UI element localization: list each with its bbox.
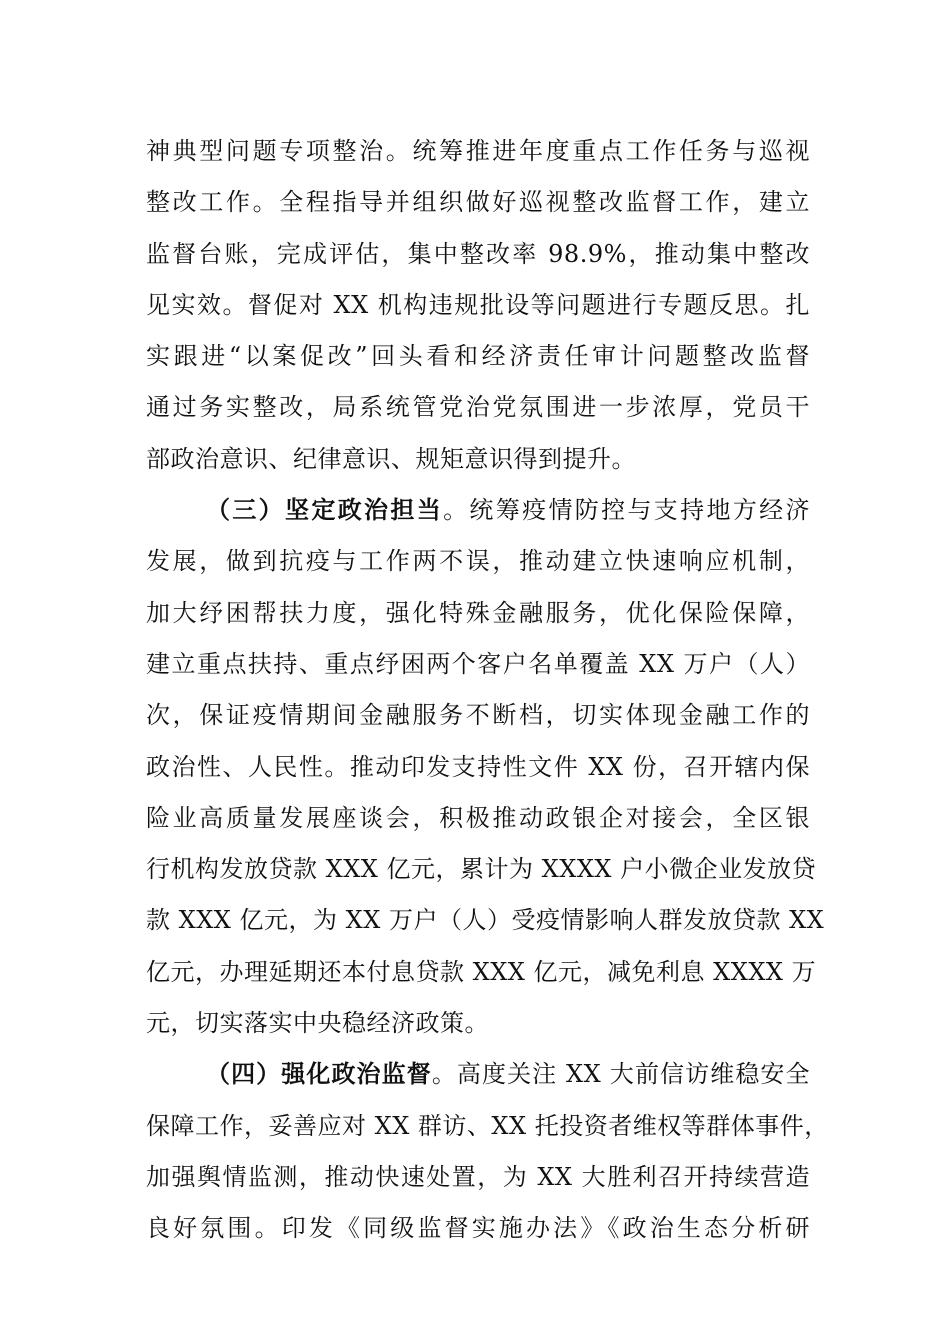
- paragraph-line: 通过务实整改，局系统管党治党氛围进一步浓厚，党员干: [146, 393, 810, 422]
- paragraph-text: 。统筹疫情防控与支持地方经济: [443, 496, 811, 525]
- paragraph-line: 神典型问题专项整治。统筹推进年度重点工作任务与巡视: [146, 137, 810, 165]
- section-heading-3: （三）坚定政治担当: [206, 496, 444, 525]
- section-heading-line: [146, 485, 810, 536]
- paragraph-line: 款 XXX 亿元，为 XX 万户（人）受疫情影响人群发放贷款 XX: [146, 906, 825, 935]
- paragraph-line: 良好氛围。印发《同级监督实施办法》《政治生态分析研: [146, 1214, 810, 1243]
- paragraph-text: 。高度关注 XX 大前信访维稳安全: [431, 1060, 810, 1089]
- paragraph-line: 险业高质量发展座谈会，积极推动政银企对接会，全区银: [146, 803, 810, 832]
- paragraph-line: 加大纾困帮扶力度，强化特殊金融服务，优化保险保障，: [146, 598, 810, 627]
- paragraph-line: 政治性、人民性。推动印发支持性文件 XX 份，召开辖内保: [146, 752, 810, 781]
- paragraph-line: 发展，做到抗疫与工作两不误，推动建立快速响应机制，: [146, 547, 810, 576]
- section-heading-4: （四）强化政治监督: [206, 1060, 432, 1089]
- document-body: [146, 126, 829, 1255]
- paragraph-line: 部政治意识、纪律意识、规矩意识得到提升。: [146, 444, 636, 473]
- paragraph-line: 加强舆情监测，推动快速处置，为 XX 大胜利召开持续营造: [146, 1162, 810, 1191]
- paragraph-line: 见实效。督促对 XX 机构违规批设等问题进行专题反思。扎: [146, 290, 810, 319]
- paragraph-line: 建立重点扶持、重点纾困两个客户名单覆盖 XX 万户（人）: [146, 649, 810, 678]
- paragraph-line: 整改工作。全程指导并组织做好巡视整改监督工作，建立: [146, 188, 810, 217]
- section-heading-line: [146, 1049, 810, 1100]
- paragraph-line: 实跟进“以案促改”回头看和经济责任审计问题整改监督: [146, 342, 810, 371]
- paragraph-line: 保障工作，妥善应对 XX 群访、XX 托投资者维权等群体事件，: [146, 1111, 829, 1140]
- paragraph-line: 亿元，办理延期还本付息贷款 XXX 亿元，减免利息 XXXX 万: [146, 957, 817, 986]
- paragraph-line: 次，保证疫情期间金融服务不断档，切实体现金融工作的: [146, 701, 810, 730]
- paragraph-line: 监督台账，完成评估，集中整改率 98.9%，推动集中整改: [146, 239, 810, 268]
- paragraph-line: 元，切实落实中央稳经济政策。: [146, 1009, 489, 1038]
- paragraph-line: 行机构发放贷款 XXX 亿元，累计为 XXXX 户小微企业发放贷: [146, 855, 817, 884]
